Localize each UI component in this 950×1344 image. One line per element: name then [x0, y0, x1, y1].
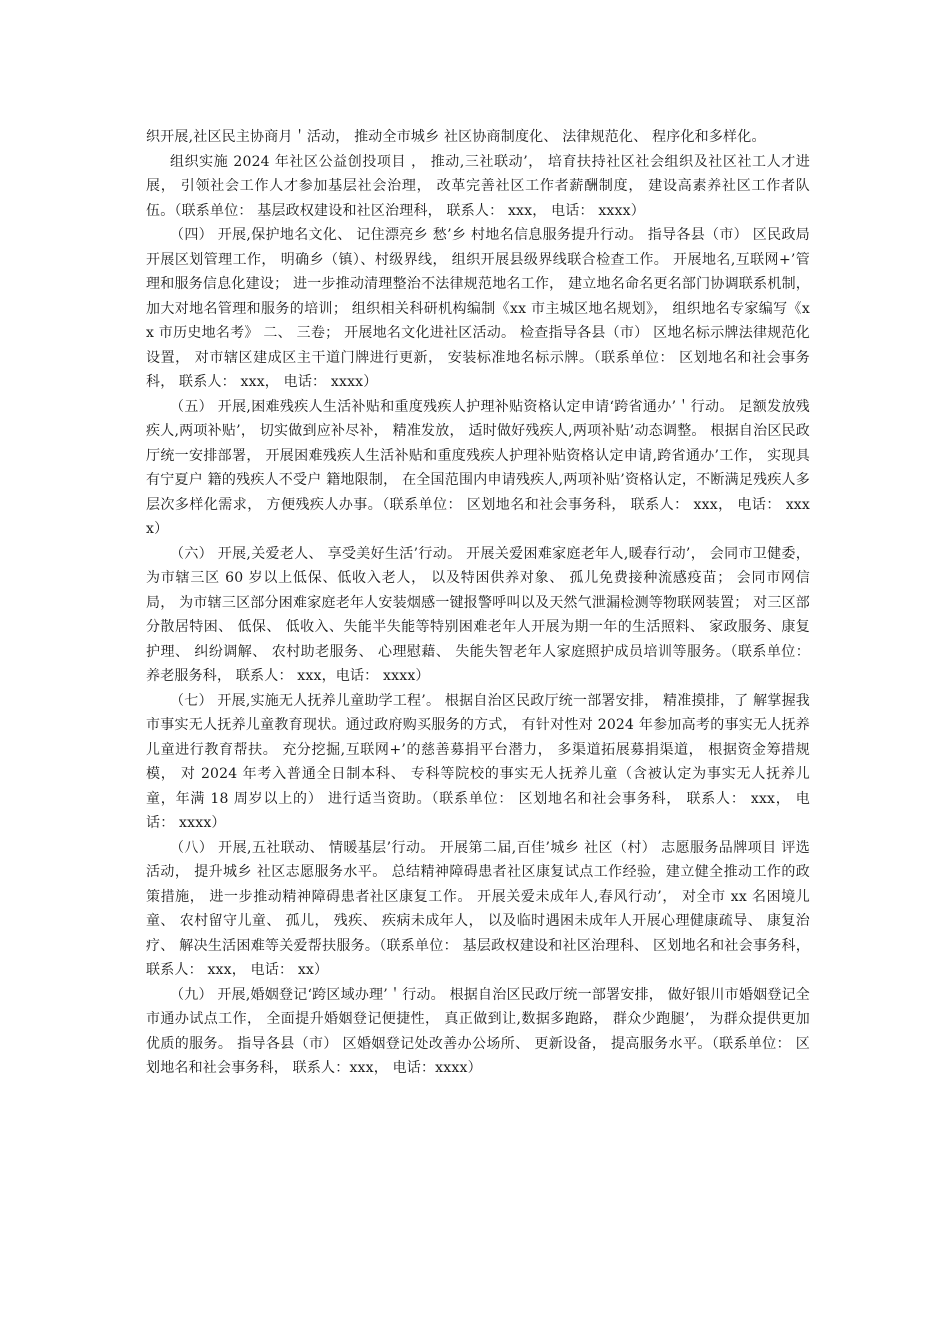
paragraph-section-9: （九） 开展,婚姻登记‘跨区域办理’＇行动。 根据自治区民政厅统一部署安排， 做好银川市婚姻登记全市通办试点工作， 全面提升婚姻登记便捷性， 真正做到让,数据多跑路， 群众少跑腿’， 为群众提供更加优质的服务。 指导各县（市） 区婚姻登记处改善办公场所、 更新设备， 提高服务水平。（联系单位： 区划地名和社会事务科， 联系人：xxx， 电话：xxxx） [146, 986, 810, 1076]
paragraph-section-8: （八） 开展,五社联动、 情暖基层’行动。 开展第二届,百佳’城乡 社区（村） 志愿服务品牌项目 评选活动， 提升城乡 社区志愿服务水平。 总结精神障碍患者社区康复试点工作经验，建立健全推动工作的政策措施， 进一步推动精神障碍患者社区康复工作。 开展关爱未成年人,春风行动’， 对全市 xx 名困境儿童、 农村留守儿童、 孤儿， 残疾、 疾病未成年人， 以及临时遇困未成年人开展心理健康疏导、 康复治疗、 解决生活困难等关爱帮扶服务。（联系单位： 基层政权建设和社区治理科、 区划地名和社会事务科， 联系人： xxx， 电话： xx） [146, 839, 810, 978]
paragraph-section-6: （六） 开展,关爱老人、 享受美好生活’行动。 开展关爱困难家庭老年人,暖春行动’， 会同市卫健委， 为市辖三区 60 岁以上低保、低收入老人， 以及特困供养对象、 孤儿免费接种流感疫苗； 会同市网信局， 为市辖三区部分困难家庭老年人安装烟感一键报警呼叫以及天然气泄漏检测等物联网装置； 对三区部分散居特困、 低保、 低收入、失能半失能等特别困难老年人开展为期一年的生活照料、 家政服务、康复护理、 纠纷调解、 农村助老服务、 心理慰藉、 失能失智老年人家庭照护成员培训等服务。（联系单位： 养老服务科， 联系人： xxx，电话： xxxx） [146, 545, 810, 684]
paragraph-section-4: （四） 开展,保护地名文化、 记住漂亮乡 愁’乡 村地名信息服务提升行动。 指导各县（市） 区民政局开展区划管理工作， 明确乡（镇）、村级界线， 组织开展县级界线联合检查工作。 开展地名,互联网+’管理和服务信息化建设； 进一步推动清理整治不法律规范地名工作， 建立地名命名更名部门协调联系机制， 加大对地名管理和服务的培训； 组织相关科研机构编制《xx 市主城区地名规划》， 组织地名专家编写《xx 市历史地名考》 二、 三卷； 开展地名文化进社区活动。 检查指导各县（市） 区地名标示牌法律规范化设置， 对市辖区建成区主干道门牌进行更新， 安装标准地名标示牌。（联系单位： 区划地名和社会事务科， 联系人： xxx， 电话： xxxx） [146, 227, 810, 390]
document-body [146, 125, 810, 1081]
paragraph-community-venture: 组织实施 2024 年社区公益创投项目 ， 推动,三社联动’， 培育扶持社区社会组织及社区社工人才进展， 引领社会工作人才参加基层社会治理， 改革完善社区工作者薪酬制度， 建设高素养社区工作者队伍。（联系单位： 基层政权建设和社区治理科， 联系人： xxx， 电话： xxxx） [146, 153, 810, 219]
paragraph-section-7: （七） 开展,实施无人抚养儿童助学工程’。 根据自治区民政厅统一部署安排， 精准摸排，了 解掌握我市事实无人抚养儿童教育现状。通过政府购买服务的方式， 有针对性对 2024 年参加高考的事实无人抚养儿童进行教育帮扶。 充分挖掘,互联网+’的慈善募捐平台潜力， 多渠道拓展募捐渠道， 根据资金筹措规模， 对 2024 年考入普通全日制本科、 专科等院校的事实无人抚养儿童（含被认定为事实无人抚养儿童，年满 18 周岁以上的） 进行适当资助。（联系单位： 区划地名和社会事务科， 联系人： xxx， 电话： xxxx） [146, 692, 810, 831]
paragraph-section-5: （五） 开展,困难残疾人生活补贴和重度残疾人护理补贴资格认定申请‘跨省通办’＇行动。 足额发放残疾人,两项补贴’， 切实做到应补尽补， 精准发放， 适时做好残疾人,两项补贴’动态调整。 根据自治区民政厅统一安排部署， 开展困难残疾人生活补贴和重度残疾人护理补贴资格认定申请,跨省通办’工作， 实现具有宁夏户 籍的残疾人不受户 籍地限制， 在全国范围内申请残疾人,两项补贴’资格认定，不断满足残疾人多层次多样化需求， 方便残疾人办事。（联系单位： 区划地名和社会事务科， 联系人： xxx， 电话： xxxx） [146, 398, 810, 537]
paragraph-continued: 织开展,社区民主协商月＇活动， 推动全市城乡 社区协商制度化、 法律规范化、 程序化和多样化。 [146, 129, 766, 145]
